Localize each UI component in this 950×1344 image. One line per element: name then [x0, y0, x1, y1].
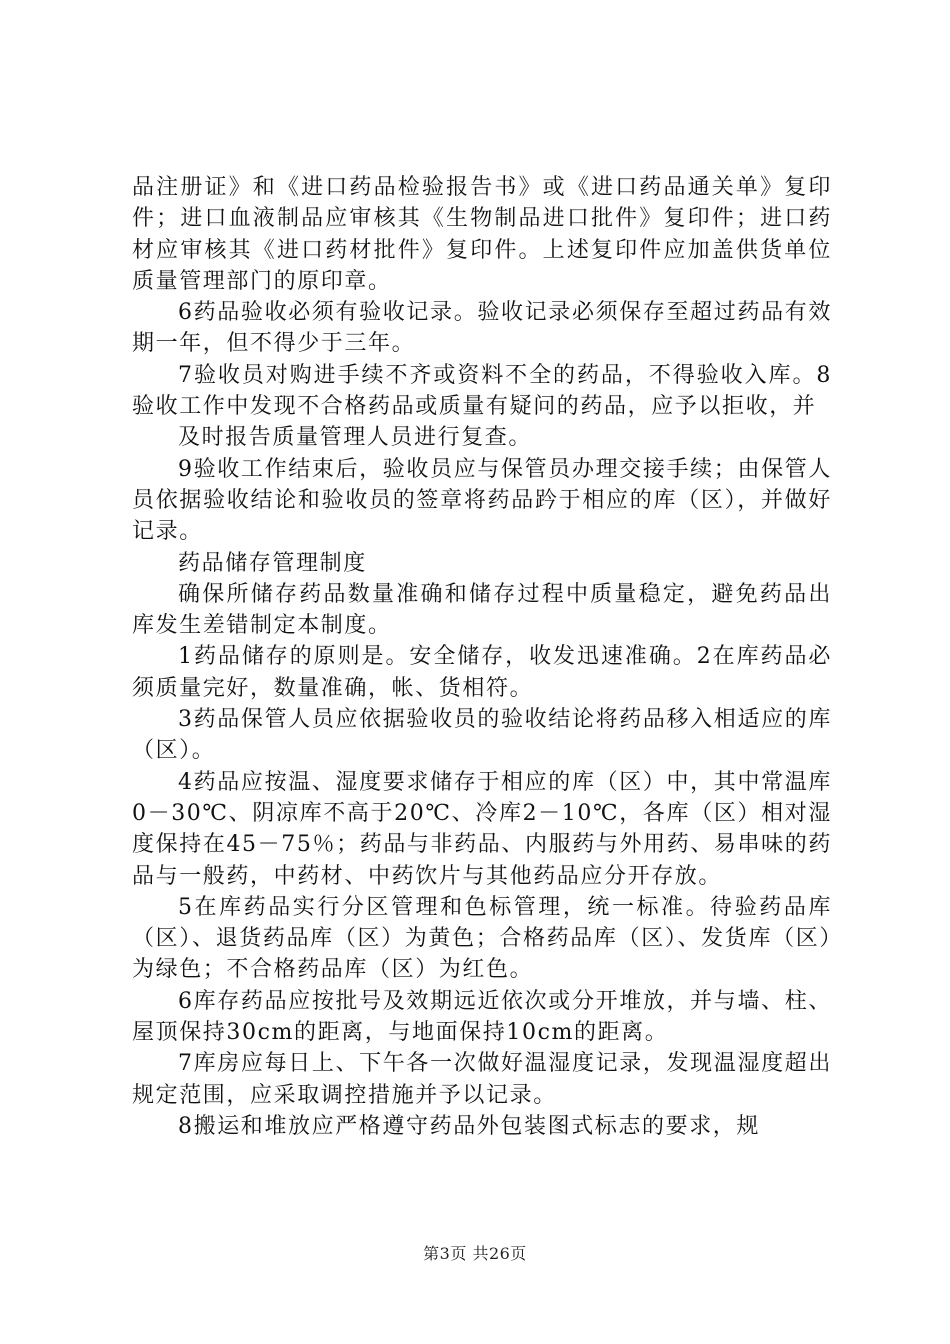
- paragraph-import-documents: 品注册证》和《进口药品检验报告书》或《进口药品通关单》复印件；进口血液制品应审核其《生物制品进口批件》复印件；进口药材应审核其《进口药材批件》复印件。上述复印件应加盖供货单位质量管理部门的原印章。: [132, 175, 832, 294]
- section-heading-storage: 药品储存管理制度: [178, 550, 367, 576]
- paragraph-color-zones: 5在库药品实行分区管理和色标管理，统一标准。待验药品库（区）、退货药品库（区）为黄色；合格药品库（区）、发货库（区）为绿色；不合格药品库（区）为红色。: [132, 894, 832, 983]
- paragraph-report-review: 及时报告质量管理人员进行复查。: [178, 425, 533, 451]
- page-number-footer: 第3页 共26页: [423, 1244, 527, 1263]
- paragraph-handling-rules: 8搬运和堆放应严格遵守药品外包装图式标志的要求，规: [178, 1113, 760, 1139]
- paragraph-daily-records: 7库房应每日上、下午各一次做好温湿度记录，发现温湿度超出规定范围，应采取调控措施并予以记录。: [132, 1051, 832, 1108]
- paragraph-storage-relocation: 3药品保管人员应依据验收员的验收结论将药品移入相适应的库（区）。: [132, 707, 832, 764]
- paragraph-handover: 9验收工作结束后，验收员应与保管员办理交接手续；由保管人员依据验收结论和验收员的签章将药品趻于相应的库（区），并做好记录。: [132, 456, 832, 545]
- document-body: [132, 172, 832, 1142]
- paragraph-storage-principle: 1药品储存的原则是。安全储存，收发迅速准确。2在库药品必须质量完好，数量准确，帐、货相符。: [132, 644, 832, 701]
- paragraph-stacking-distance: 6库存药品应按批号及效期远近依次或分开堆放，并与墙、柱、屋顶保持30cm的距离，与地面保持10cm的距离。: [132, 988, 832, 1046]
- paragraph-acceptance-records: 6药品验收必须有验收记录。验收记录必须保存至超过药品有效期一年，但不得少于三年。: [132, 300, 832, 357]
- paragraph-incomplete-procedures: 7验收员对购进手续不齐或资料不全的药品，不得验收入库。8验收工作中发现不合格药品或质量有疑问的药品，应予以拒收，并: [132, 362, 832, 420]
- paragraph-storage-purpose: 确保所储存药品数量准确和储存过程中质量稳定，避免药品出库发生差错制定本制度。: [132, 581, 832, 639]
- paragraph-temperature-humidity: 4药品应按温、湿度要求储存于相应的库（区）中，其中常温库0－30℃、阴凉库不高于20℃、冷库2－10℃，各库（区）相对湿度保持在45－75％；药品与非药品、内服药与外用药、易串味的药品与一般药，中药材、中药饮片与其他药品应分开存放。: [132, 769, 832, 889]
